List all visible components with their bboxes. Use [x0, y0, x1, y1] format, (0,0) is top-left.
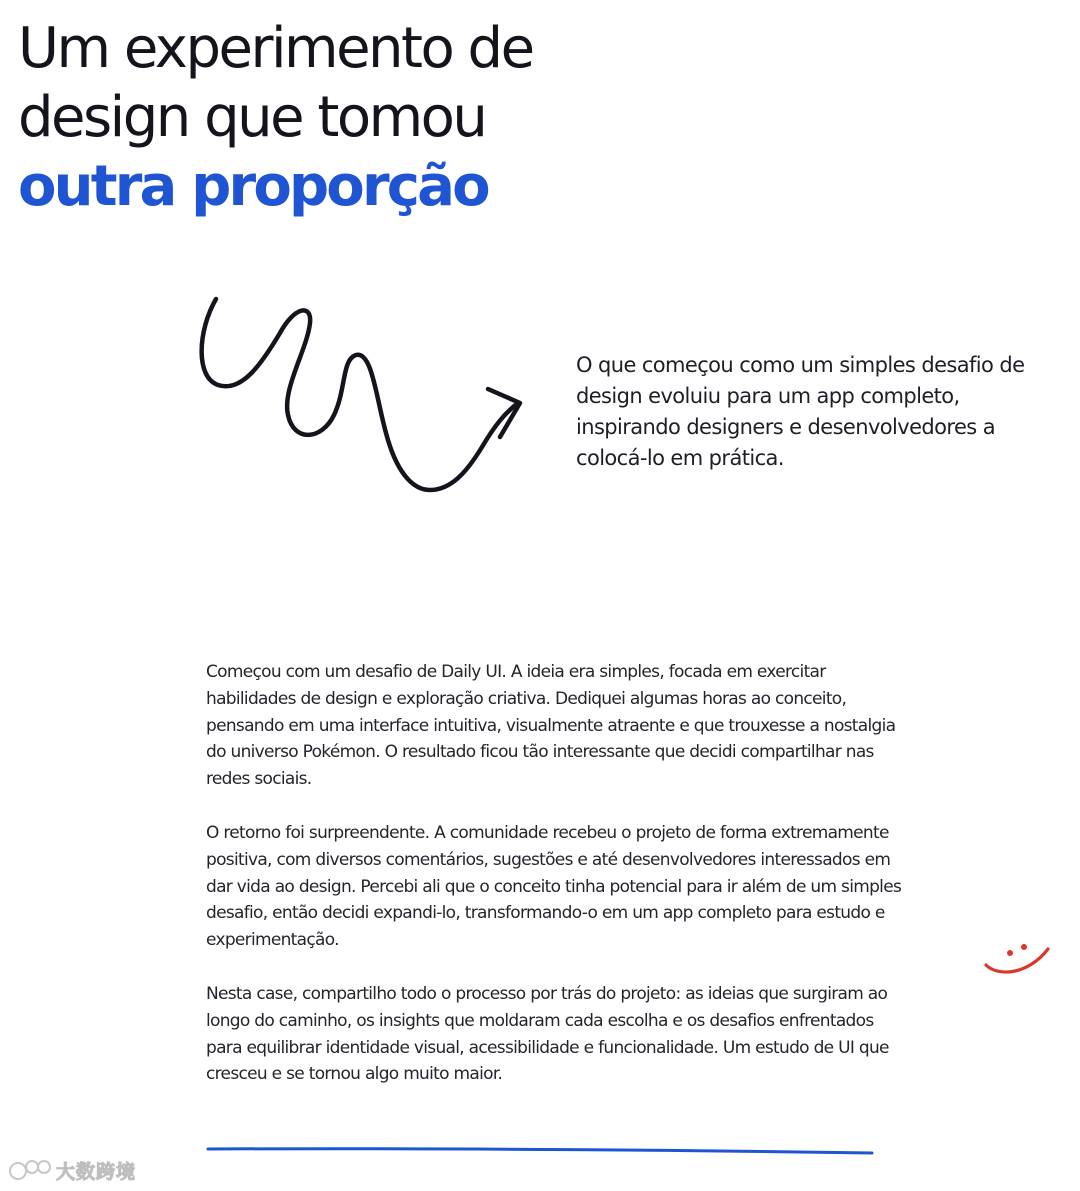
smiley-icon [980, 935, 1052, 983]
watermark-logo-icon [8, 1158, 52, 1184]
headline-line-1: Um experimento de [18, 16, 533, 81]
squiggle-arrow-icon [190, 285, 530, 500]
body-text [206, 659, 906, 1115]
divider-line [206, 1143, 874, 1157]
body-paragraph-2: O retorno foi surpreendente. A comunidade recebeu o projeto de forma extremamente positiva, com diversos comentários, sugestões e até desenvolvedores interessados em dar vida ao design. Percebi ali que o conceito tinha potencial para ir além de um simples desafio, então decidi expandi-lo, transformando-o em um app completo para estudo e experimentação. [206, 822, 902, 951]
headline-line-2: design que tomou [18, 85, 486, 150]
headline-accent-line: outra proporção [18, 154, 488, 219]
watermark-text: 大数跨境 [56, 1161, 137, 1183]
intro-text: O que começou como um simples desafio de design evoluiu para um app completo, inspirando designers e desenvolvedores a colocá-lo em prática. [576, 353, 1025, 470]
body-paragraph-3: Nesta case, compartilho todo o processo por trás do projeto: as ideias que surgiram ao longo do caminho, os insights que moldaram cada escolha e os desafios enfrentados para equilibrar identidade visual, acessibilidade e funcionalidade. Um estudo de UI que cresceu e se tornou algo muito maior. [206, 983, 889, 1085]
watermark [8, 1157, 136, 1184]
body-paragraph-1: Começou com um desafio de Daily UI. A ideia era simples, focada em exercitar habilidades de design e exploração criativa. Dediquei algumas horas ao conceito, pensando em uma interface intuitiva, visualmente atraente e que trouxesse a nostalgia do universo Pokémon. O resultado ficou tão interessante que decidi compartilhar nas redes sociais. [206, 662, 896, 790]
page-headline [18, 14, 533, 221]
